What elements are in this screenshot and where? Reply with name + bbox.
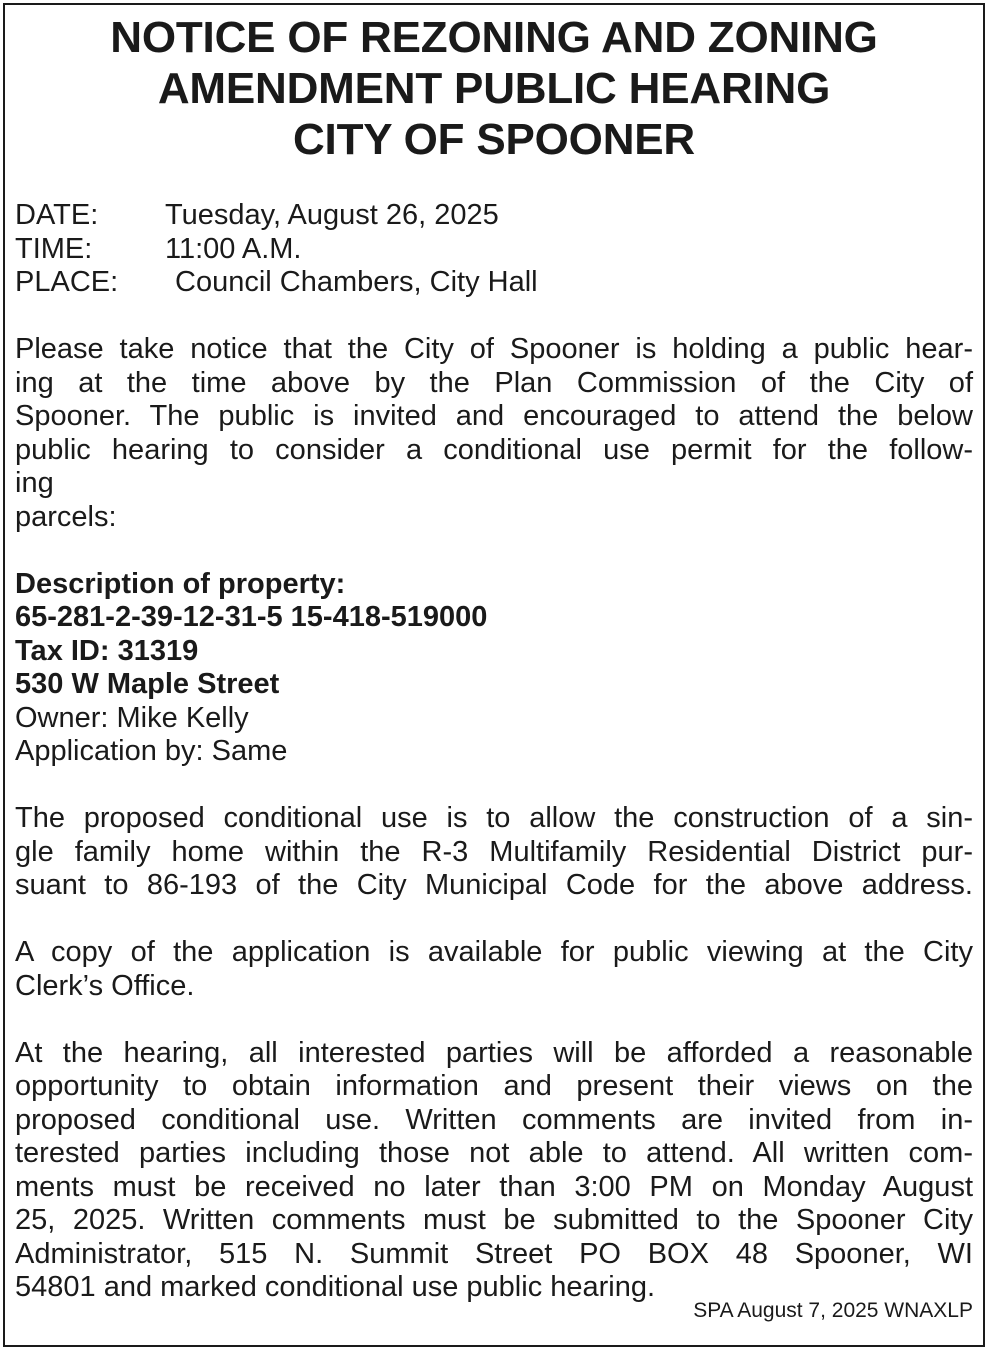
property-owner: Owner: Mike Kelly bbox=[15, 701, 249, 734]
intro-paragraph bbox=[15, 333, 973, 534]
publication-footer: SPA August 7, 2025 WNAXLP bbox=[693, 1299, 973, 1322]
property-description bbox=[15, 568, 973, 769]
hearing-line: At the hearing, all interested parties will be afforded a reasonable bbox=[15, 1036, 973, 1069]
notice-title bbox=[15, 12, 973, 165]
tax-id: Tax ID: 31319 bbox=[15, 634, 199, 667]
proposal-line: The proposed conditional use is to allow the construction of a sin- bbox=[15, 802, 973, 834]
proposal-line: suant to 86-193 of the City Municipal Code for the above address. bbox=[15, 869, 973, 901]
hearing-line: terested parties including those not able to attend. All written com- bbox=[15, 1137, 973, 1169]
intro-line: Spooner. The public is invited and encouraged to attend the below bbox=[15, 400, 973, 432]
intro-line: ing bbox=[15, 467, 54, 499]
copy-availability-paragraph bbox=[15, 936, 973, 1003]
parcel-number: 65-281-2-39-12-31-5 15-418-519000 bbox=[15, 601, 488, 633]
intro-line: public hearing to consider a conditional use permit for the follow- bbox=[15, 433, 973, 466]
hearing-line: proposed conditional use. Written comments are invited from in- bbox=[15, 1103, 973, 1136]
time-value: 11:00 A.M. bbox=[165, 232, 302, 265]
time-row bbox=[15, 233, 973, 267]
place-value: Council Chambers, City Hall bbox=[175, 266, 538, 298]
date-row bbox=[15, 199, 973, 233]
place-row bbox=[15, 266, 973, 300]
hearing-line: 25, 2025. Written comments must be submitted to the Spooner City bbox=[15, 1204, 973, 1236]
hearing-line: 54801 and marked conditional use public hearing. bbox=[15, 1271, 656, 1303]
property-address: 530 W Maple Street bbox=[15, 668, 280, 700]
hearing-line: ments must be received no later than 3:00 PM on Monday August bbox=[15, 1170, 973, 1203]
title-line-1: NOTICE OF REZONING AND ZONING bbox=[110, 13, 878, 62]
property-applicant: Application by: Same bbox=[15, 735, 288, 767]
proposal-line: gle family home within the R-3 Multifamily Residential District pur- bbox=[15, 835, 973, 868]
proposal-paragraph bbox=[15, 802, 973, 903]
title-line-2: AMENDMENT PUBLIC HEARING bbox=[157, 64, 831, 113]
place-label: PLACE: bbox=[15, 266, 119, 298]
time-label: TIME: bbox=[15, 232, 93, 265]
intro-line: parcels: bbox=[15, 500, 117, 533]
hearing-line: opportunity to obtain information and present their views on the bbox=[15, 1070, 973, 1102]
hearing-line: Administrator, 515 N. Summit Street PO BOX 48 Spooner, WI bbox=[15, 1237, 973, 1270]
date-label: DATE: bbox=[15, 199, 99, 231]
notice-body bbox=[15, 199, 973, 1305]
intro-line: Please take notice that the City of Spooner is holding a public hear- bbox=[15, 333, 973, 365]
legal-notice bbox=[3, 3, 985, 1347]
hearing-details bbox=[15, 199, 973, 300]
notice-content bbox=[15, 5, 973, 1345]
copy-line: A copy of the application is available for public viewing at the City bbox=[15, 936, 973, 968]
copy-line: Clerk’s Office. bbox=[15, 969, 195, 1002]
date-value: Tuesday, August 26, 2025 bbox=[165, 199, 499, 231]
title-line-3: CITY OF SPOONER bbox=[292, 115, 696, 164]
hearing-paragraph bbox=[15, 1037, 973, 1305]
intro-line: ing at the time above by the Plan Commission of the City of bbox=[15, 366, 973, 399]
property-heading: Description of property: bbox=[15, 567, 346, 600]
